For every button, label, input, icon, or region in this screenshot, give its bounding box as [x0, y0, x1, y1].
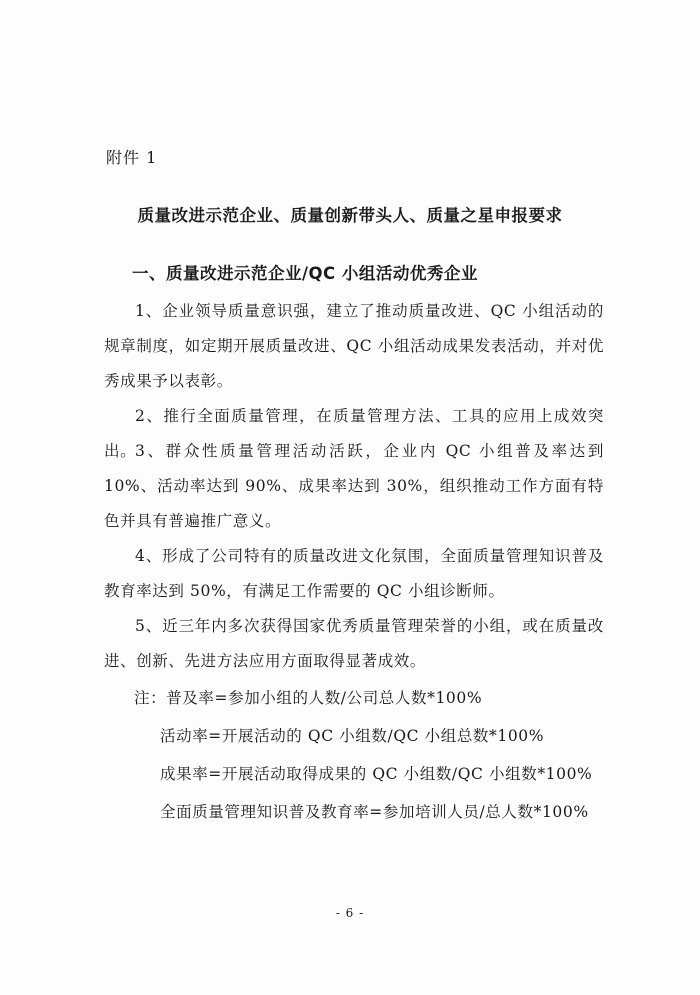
note-line-education-rate: 全面质量管理知识普及教育率=参加培训人员/总人数*100%	[160, 803, 589, 821]
requirement-paragraph-1: 1、企业领导质量意识强，建立了推动质量改进、QC 小组活动的规章制度，如定期开展质量改进、QC 小组活动成果发表活动，并对优秀成果予以表彰。	[104, 302, 604, 390]
note-line-activity-rate: 活动率=开展活动的 QC 小组数/QC 小组总数*100%	[160, 727, 545, 745]
requirement-paragraph-5: 5、近三年内多次获得国家优秀质量管理荣誉的小组，或在质量改进、创新、先进方法应用方面取得显著成效。	[104, 617, 604, 670]
page-number: - 6 -	[335, 906, 365, 920]
requirement-paragraph-3: 3、群众性质量管理活动活跃，企业内 QC 小组普及率达到 10%、活动率达到 90%、成果率达到 30%，组织推动工作方面有特色并具有普遍推广意义。	[104, 442, 604, 530]
requirement-paragraph-2: 2、推行全面质量管理，在质量管理方法、工具的应用上成效突出。	[104, 407, 604, 460]
note-line-result-rate: 成果率=开展活动取得成果的 QC 小组数/QC 小组数*100%	[160, 765, 593, 783]
section-heading: 一、质量改进示范企业/QC 小组活动优秀企业	[132, 264, 478, 283]
note-line-participation-rate: 注：普及率=参加小组的人数/公司总人数*100%	[134, 689, 483, 707]
requirement-paragraph-4: 4、形成了公司特有的质量改进文化氛围，全面质量管理知识普及教育率达到 50%，有满足工作需要的 QC 小组诊断师。	[104, 547, 604, 600]
document-title: 质量改进示范企业、质量创新带头人、质量之星申报要求	[137, 206, 563, 225]
attachment-label: 附件 1	[106, 148, 158, 167]
